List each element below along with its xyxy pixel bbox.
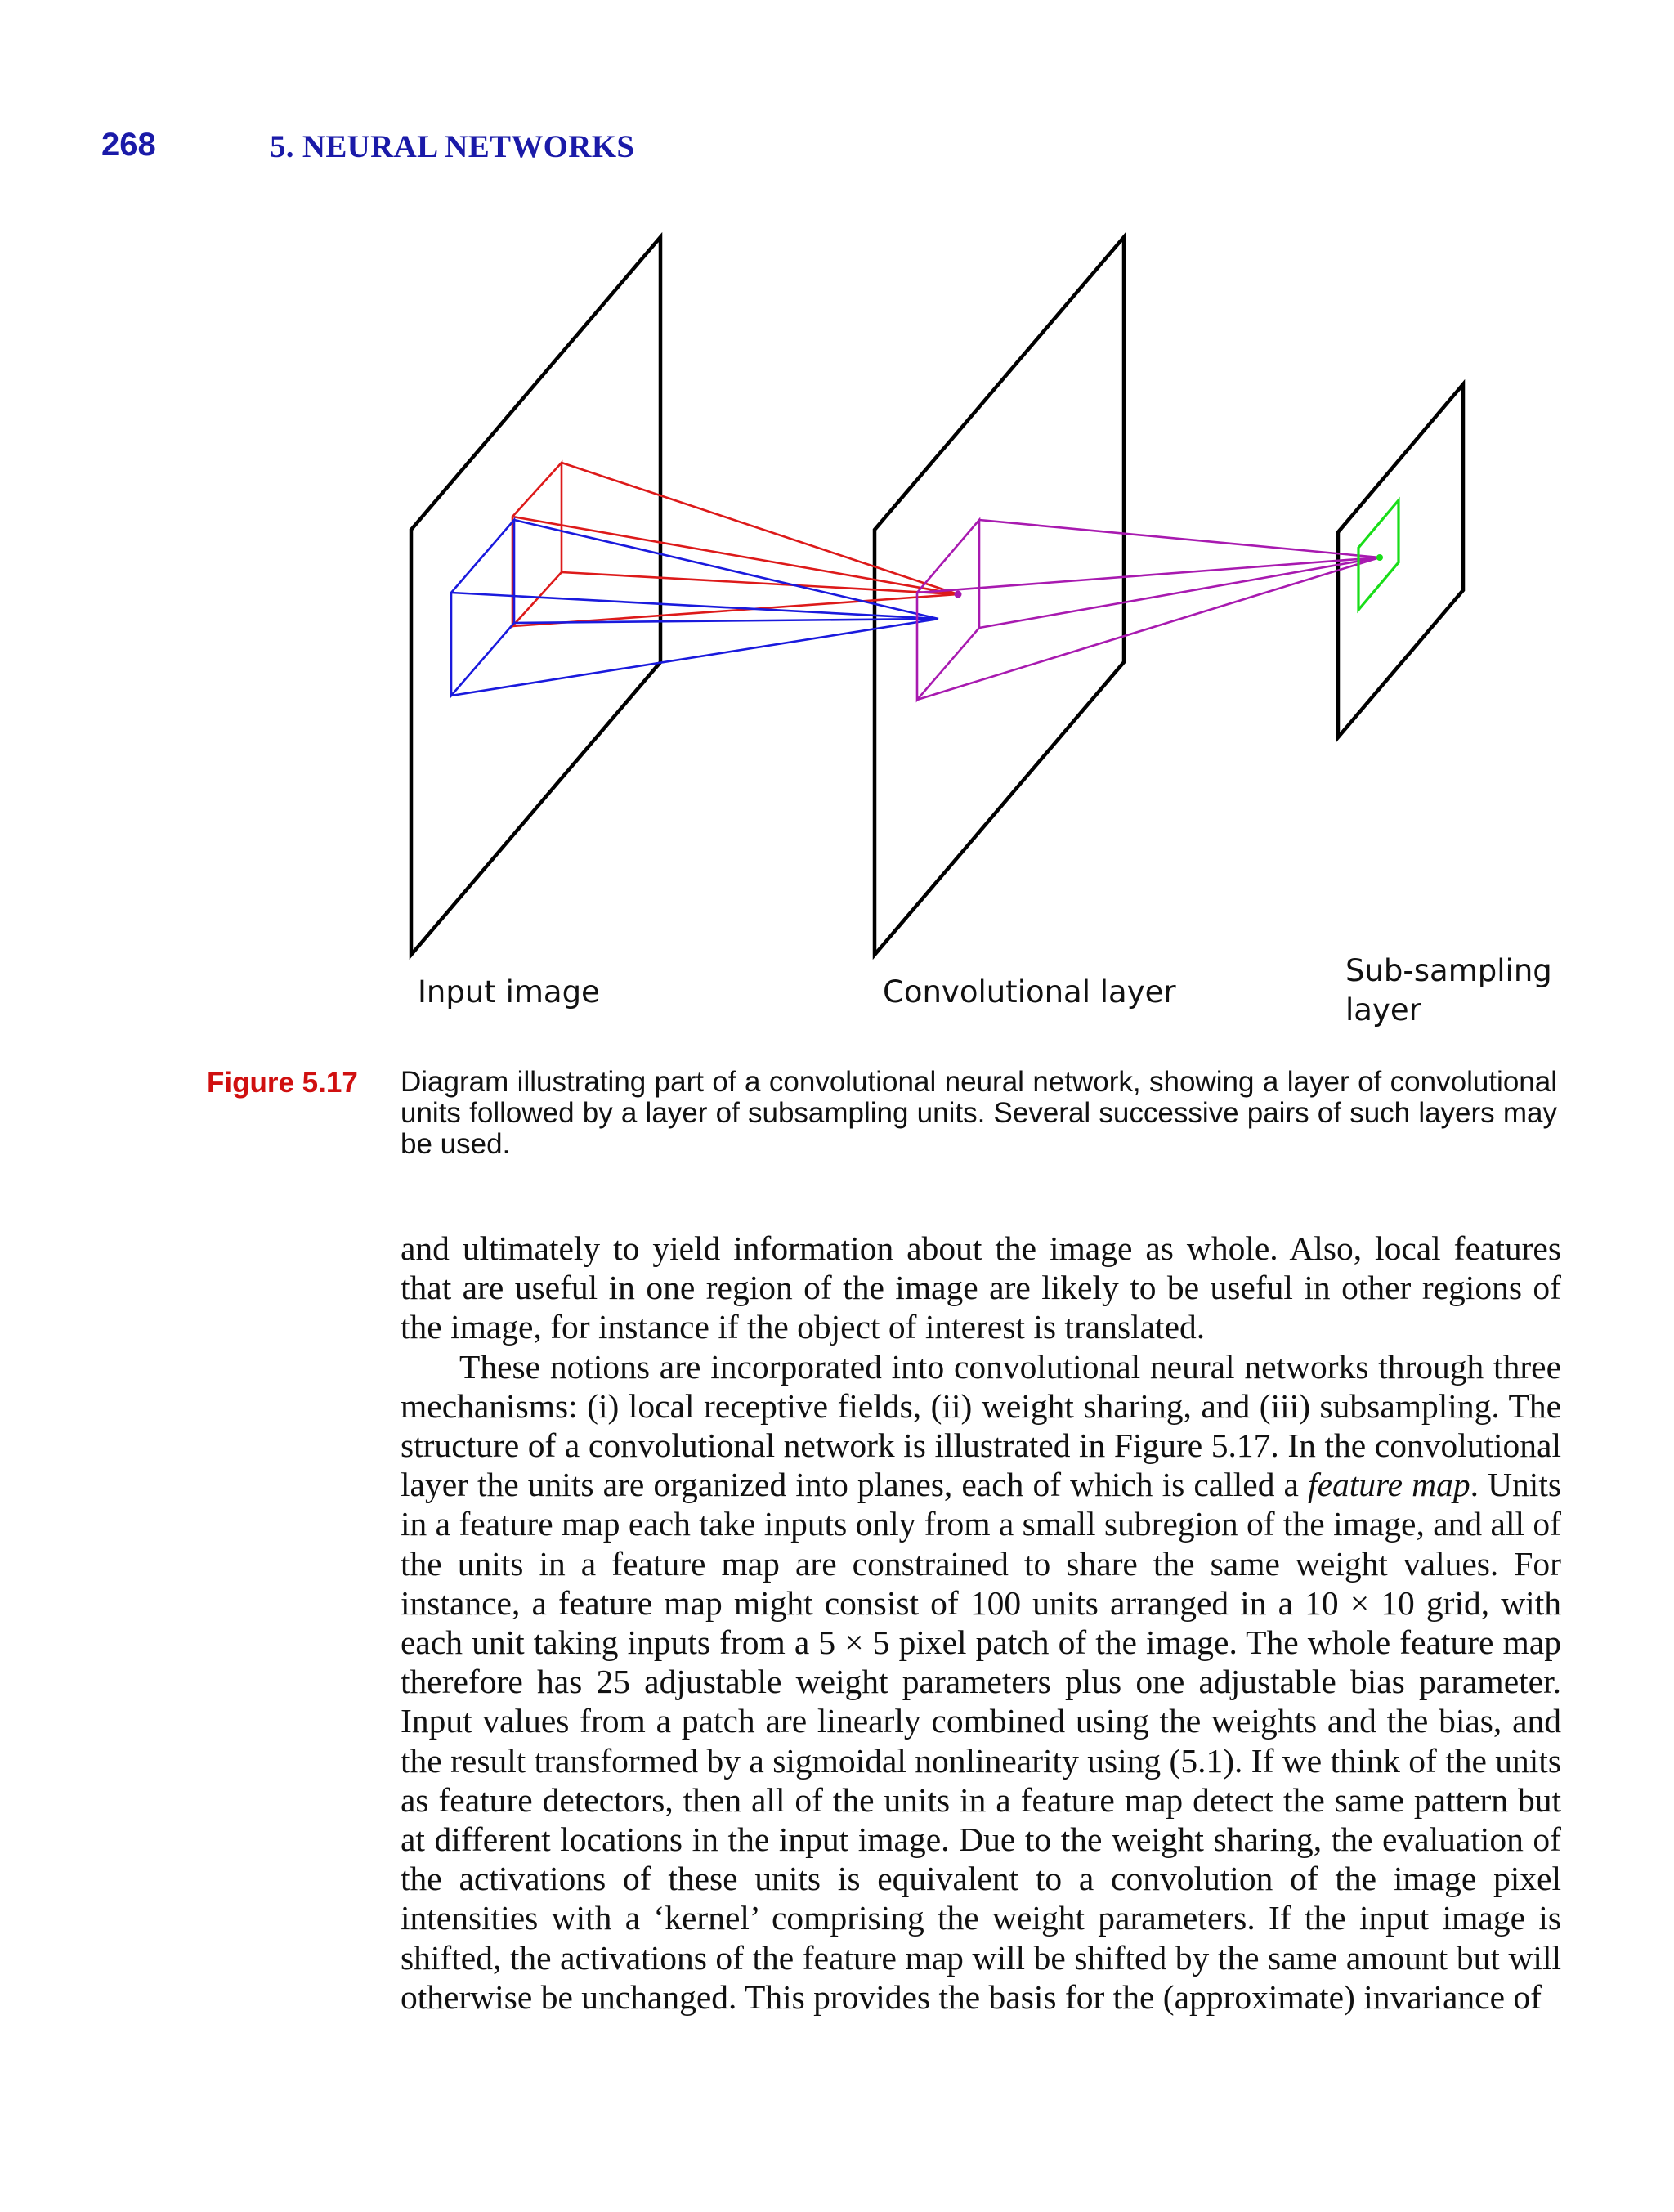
- subsampling-unit-dot: [1376, 554, 1383, 561]
- label-convolutional-layer: [883, 973, 1176, 1012]
- label-convolutional-layer-text: Convolutional layer: [883, 974, 1176, 1010]
- convolutional-layer-plane: [875, 237, 1124, 955]
- input-image-plane: [411, 237, 660, 955]
- term-feature-map: feature map: [1308, 1466, 1470, 1504]
- caption-text: Diagram illustrating part of a convolutional neural network, showing a layer of convolutional units followed by a layer of subsampling units. Several successive pairs of such layers may be used.: [401, 1066, 1557, 1160]
- input-patch-blue: [451, 520, 938, 696]
- conv-unit-dot: [955, 591, 962, 598]
- paragraph-2-part-2: . Units in a feature map each take inputs only from a small subregion of the image, and all of the units in a feature map are constrained to share the same weight values. For instance, a feature map might consist of 100 units arranged in a 10 × 10 grid, with each unit taking inputs from a 5 × 5 pixel patch of the image. The whole feature map therefore has 25 adjustable weight parameters plus one adjustable bias parameter. Input values from a patch are linearly combined using the weights and the bias, and the result transformed by a sigmoidal nonlinearity using (5.1). If we think of the units as feature detectors, then all of the units in a feature map detect the same pattern but at different locations in the input image. Due to the weight sharing, the evaluation of the activations of these units is equivalent to a convolution of the image pixel intensities with a ‘kernel’ comprising the weight parameters. If the input image is shifted, the activations of the feature map will be shifted by the same amount but will otherwise be unchanged. This provides the basis for the (approximate) invariance of: [401, 1466, 1561, 2016]
- chapter-title: 5. NEURAL NETWORKS: [270, 129, 635, 164]
- page-number: 268: [101, 127, 156, 163]
- label-input-image: [418, 973, 600, 1012]
- paragraph-2: [401, 1347, 1561, 2017]
- label-subsampling-layer: [1345, 952, 1552, 1030]
- paragraph-2-part-1: These notions are incorporated into convolutional neural networks through three mechanisms: (i) local receptive fields, (ii) weight sharing, and (iii) subsampling. The structure of a convolutional network is illustrated in Figure 5.17. In the convolutional layer the units are organized into planes, each of which is called a: [401, 1347, 1561, 1504]
- conv-patch: [917, 520, 1380, 700]
- caption-label: Figure 5.17: [207, 1067, 358, 1099]
- input-patch-red: [512, 463, 958, 626]
- label-subsampling-line2: layer: [1345, 992, 1421, 1028]
- paragraph-1: and ultimately to yield information about the image as whole. Also, local features that are useful in one region of the image are likely to be useful in other regions of the image, for instance if the object of interest is translated.: [401, 1229, 1561, 1346]
- body-text: [401, 1229, 1561, 2017]
- label-input-image-text: Input image: [418, 974, 600, 1010]
- label-subsampling-line1: Sub-sampling: [1345, 953, 1552, 988]
- cnn-diagram: [0, 0, 1674, 1063]
